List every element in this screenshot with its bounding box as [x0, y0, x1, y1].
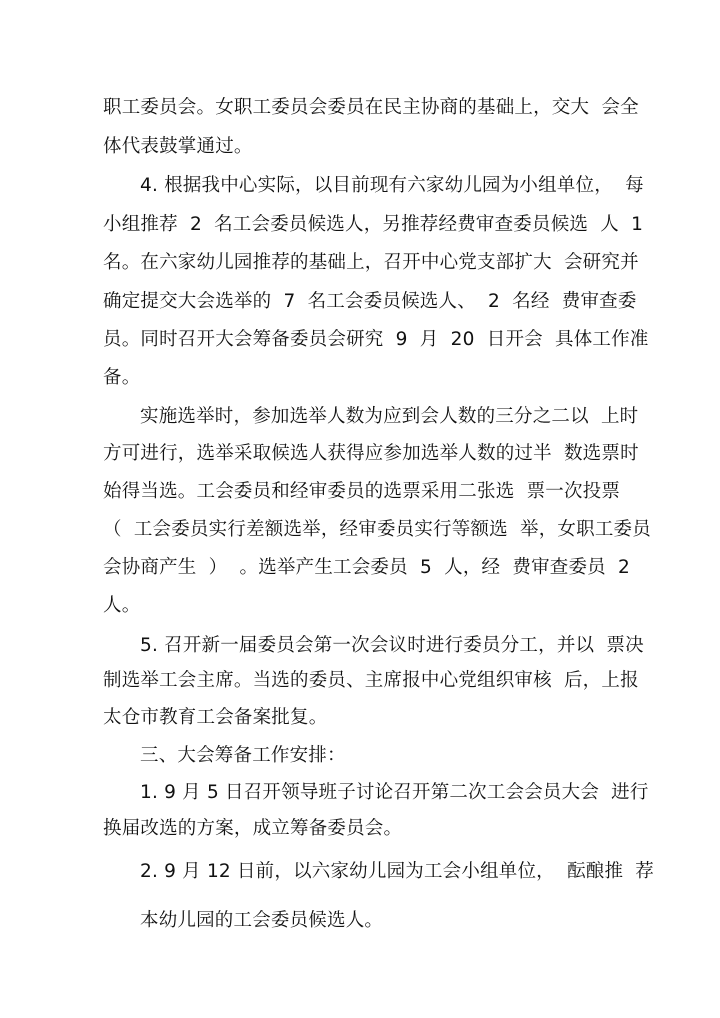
- text-line: 制选举工会主席。当选的委员、主席报中心党组织审核 后，上报: [103, 670, 639, 691]
- text-line: 实施选举时，参加选举人数为应到会人数的三分之二以 上时: [140, 406, 639, 427]
- text-line: 2. 9 月 12 日前，以六家幼儿园为工会小组单位， 酝酿推 荐: [140, 861, 655, 882]
- text-line: 5. 召开新一届委员会第一次会议时进行委员分工，并以 票决: [140, 635, 644, 656]
- text-line: 本幼儿园的工会委员候选人。: [140, 910, 384, 931]
- section-heading: 三、大会筹备工作安排：: [140, 745, 346, 766]
- text-line: 名。在六家幼儿园推荐的基础上，召开中心党支部扩大 会研究并: [103, 252, 639, 273]
- text-line: 太仓市教育工会备案批复。: [103, 707, 328, 728]
- text-line: 小组推荐 2 名工会委员候选人，另推荐经费审查委员候选 人 1: [103, 214, 644, 235]
- text-line: 体代表鼓掌通过。: [103, 136, 253, 157]
- text-line: 职工委员会。女职工委员会委员在民主协商的基础上，交大 会全: [103, 97, 639, 118]
- text-line: 4. 根据我中心实际，以目前现有六家幼儿园为小组单位， 每: [140, 175, 644, 196]
- text-line: 会协商产生 ） 。选举产生工会委员 5 人，经 费审查委员 2: [103, 557, 631, 578]
- text-line: 备。: [103, 367, 141, 388]
- text-line: 始得当选。工会委员和经审委员的选票采用二张选 票一次投票: [103, 481, 621, 502]
- text-line: 换届改选的方案，成立筹备委员会。: [103, 818, 403, 839]
- text-line: 员。同时召开大会筹备委员会研究 9 月 20 日开会 具体工作准: [103, 329, 649, 350]
- text-line: 方可进行，选举采取候选人获得应参加选举人数的过半 数选票时: [103, 443, 639, 464]
- text-line: （ 工会委员实行差额选举，经审委员实行等额选 举，女职工委员: [103, 519, 651, 540]
- text-line: 确定提交大会选举的 7 名工会委员候选人、 2 名经 费审查委: [103, 291, 637, 312]
- text-line: 1. 9 月 5 日召开领导班子讨论召开第二次工会会员大会 进行: [140, 782, 649, 803]
- text-line: 人。: [103, 595, 141, 616]
